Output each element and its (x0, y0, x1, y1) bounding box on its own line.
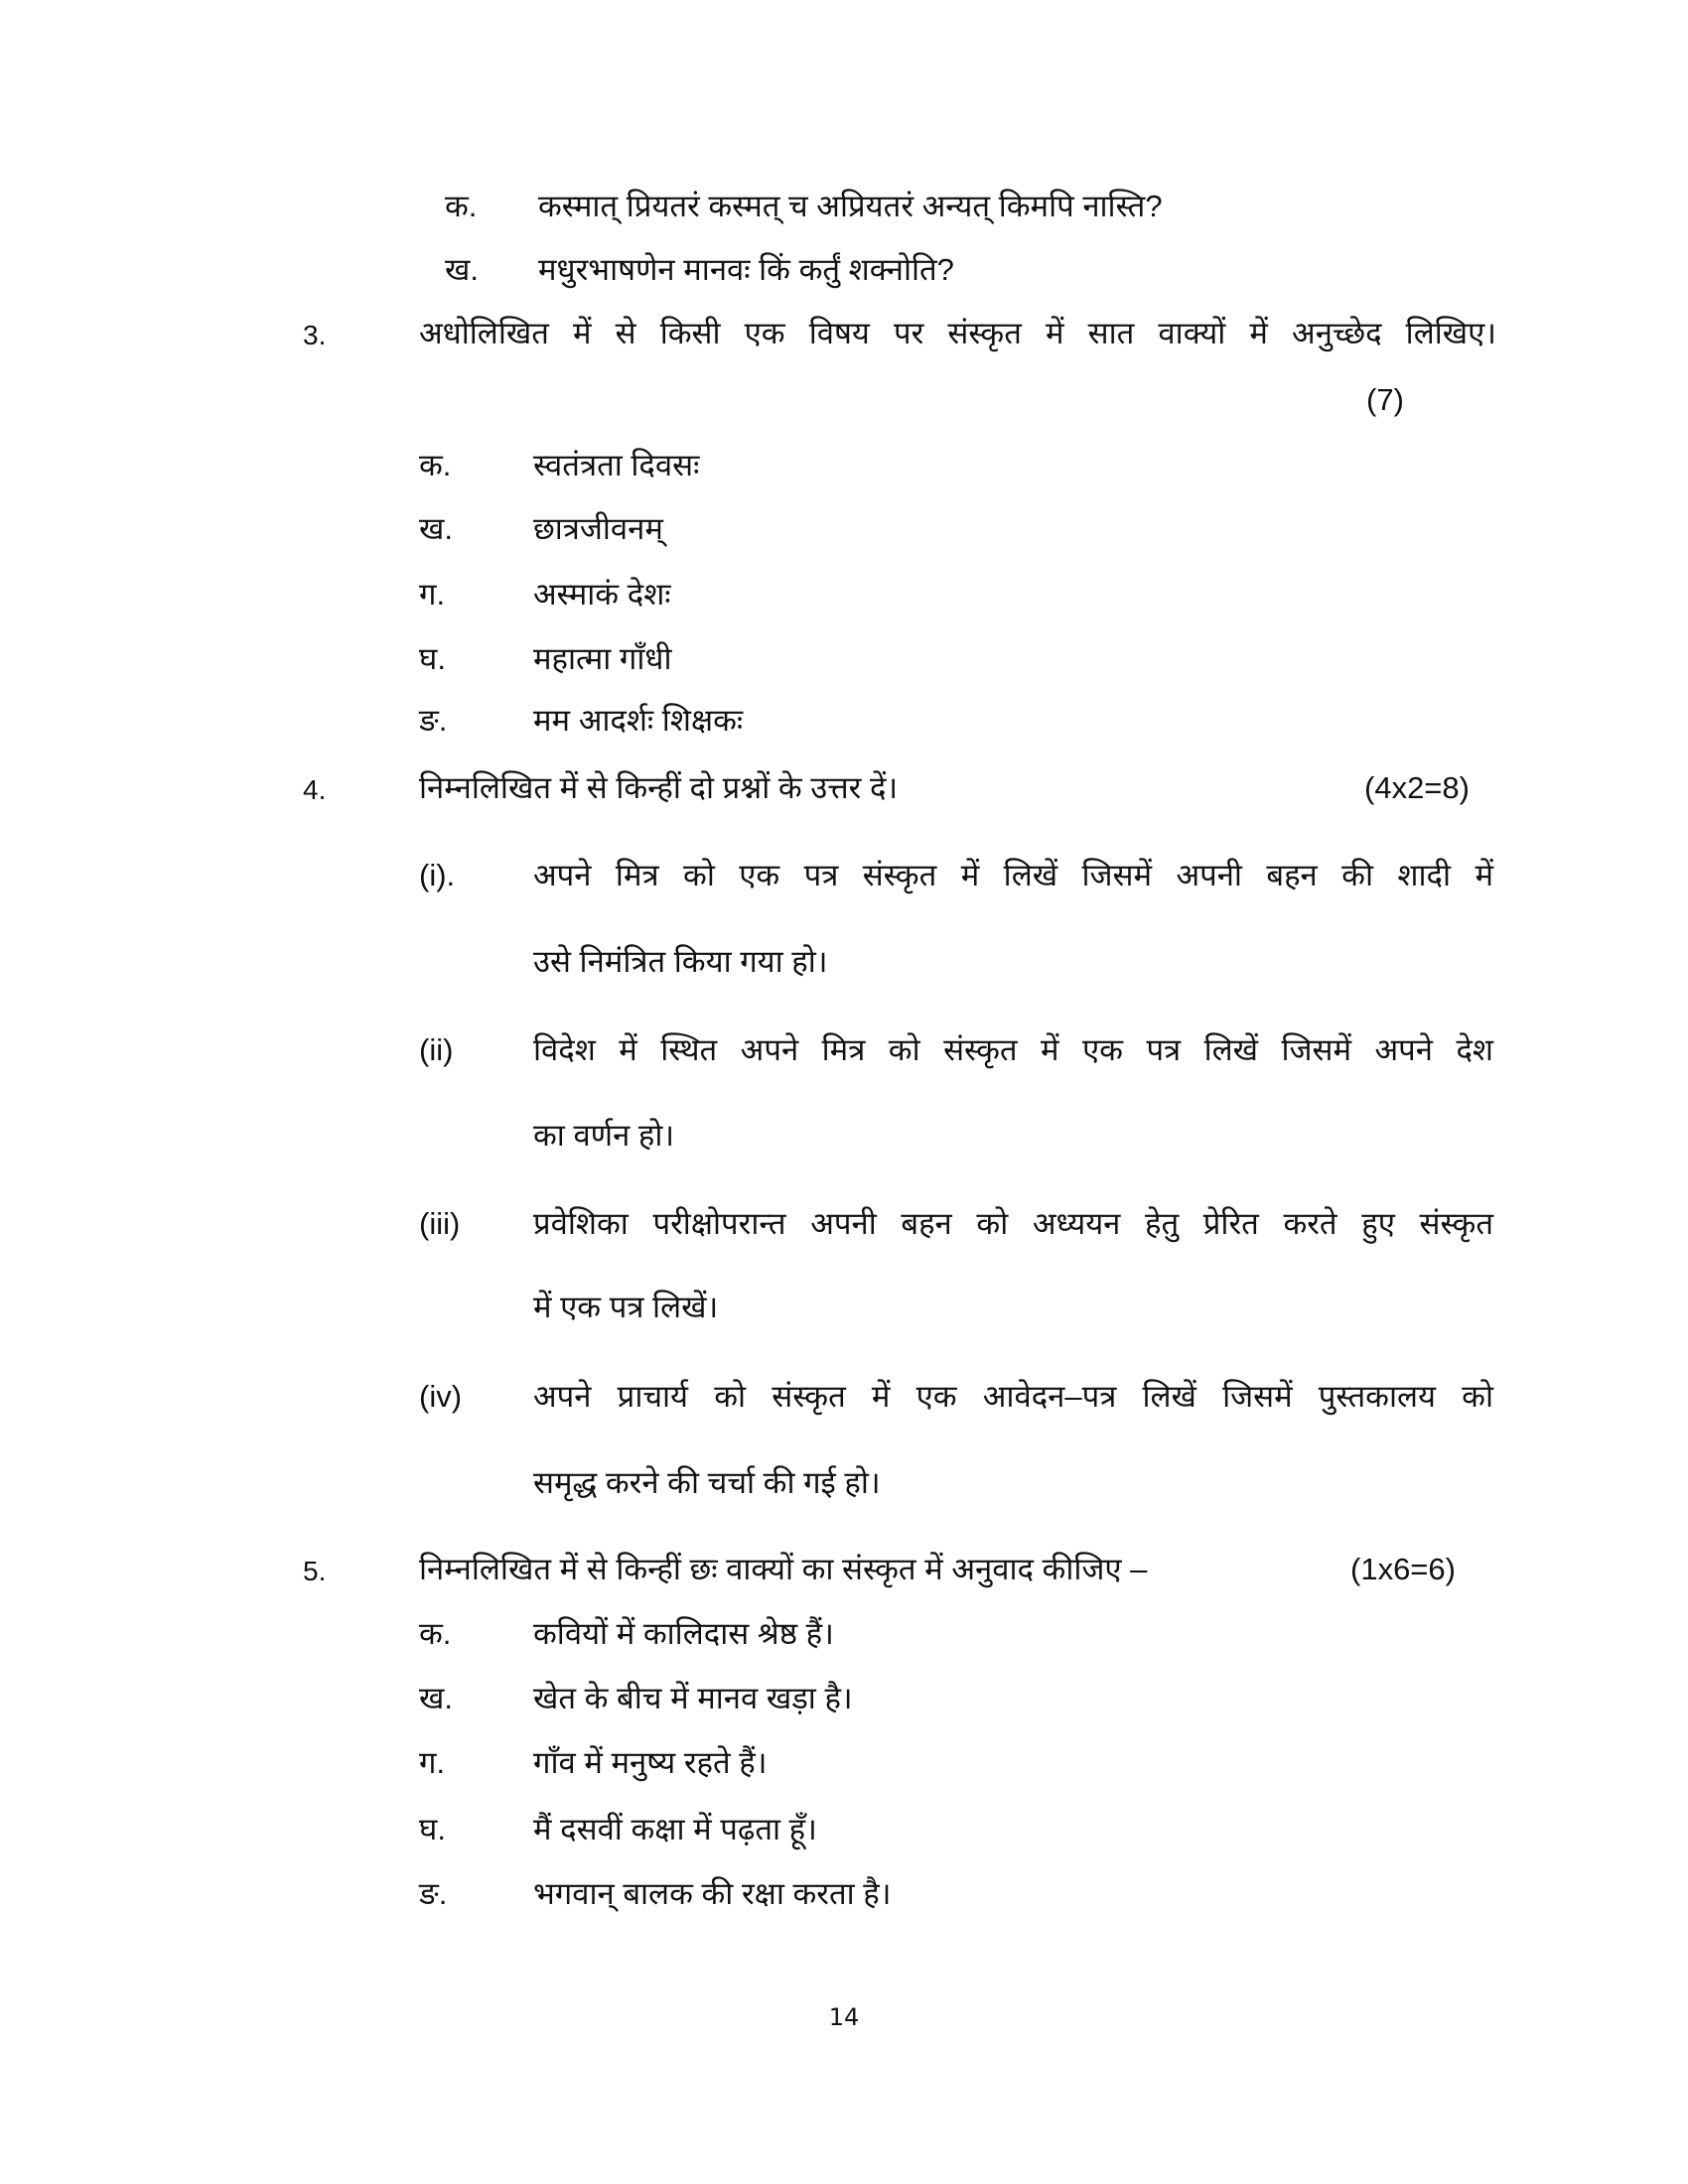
item-text: कस्मात् प्रियतरं कस्मत् च अप्रियतरं अन्यत् किमपि नास्ति? (538, 189, 1163, 223)
item-text: खेत के बीच में मानव खड़ा है। (533, 1681, 853, 1715)
item-label: क. (445, 189, 478, 223)
item-label: क. (419, 1616, 452, 1651)
question-text: निम्नलिखित में से किन्हीं दो प्रश्नों के उत्तर दें। (419, 770, 899, 805)
item-label: ख. (419, 511, 453, 546)
item-text: गाँव में मनुष्य रहते हैं। (533, 1745, 768, 1780)
item-text: भगवान् बालक की रक्षा करता है। (533, 1876, 892, 1911)
marks: (1x6=6) (1350, 1552, 1456, 1586)
item-text-line1: अपने मित्र को एक पत्र संस्कृत में लिखें जिसमें अपनी बहन की शादी में (533, 858, 1493, 892)
item-label: ख. (419, 1681, 453, 1715)
question-text: अधोलिखित में से किसी एक विषय पर संस्कृत में सात वाक्यों में अनुच्छेद लिखिए। (419, 316, 1496, 350)
item-text-line1: विदेश में स्थित अपने मित्र को संस्कृत में एक पत्र लिखें जिसमें अपने देश (533, 1032, 1493, 1067)
item-label: ग. (419, 1745, 446, 1780)
item-label: घ. (419, 1812, 446, 1846)
item-text: स्वतंत्रता दिवसः (533, 448, 700, 482)
page-number: 14 (828, 2003, 860, 2031)
item-label: (ii) (419, 1032, 454, 1067)
item-text-line1: प्रवेशिका परीक्षोपरान्त अपनी बहन को अध्ययन हेतु प्रेरित करते हुए संस्कृत (533, 1206, 1493, 1241)
marks: (4x2=8) (1364, 770, 1470, 805)
item-text: मम आदर्शः शिक्षकः (533, 703, 744, 738)
item-label: ग. (419, 577, 446, 612)
item-label: क. (419, 448, 452, 482)
question-number: 5. (303, 1556, 327, 1586)
item-label: घ. (419, 641, 446, 676)
item-text-line1: अपने प्राचार्य को संस्कृत में एक आवेदन–पत्र लिखें जिसमें पुस्तकालय को (533, 1379, 1493, 1414)
marks: (7) (1366, 382, 1404, 417)
item-text-line2: का वर्णन हो। (533, 1118, 675, 1153)
item-label: (i). (419, 858, 456, 892)
item-text: अस्माकं देशः (533, 577, 671, 612)
item-text: महात्मा गाँधी (533, 641, 672, 676)
question-number: 3. (303, 320, 327, 350)
item-text: कवियों में कालिदास श्रेष्ठ हैं। (533, 1616, 834, 1651)
item-text-line2: समृद्ध करने की चर्चा की गई हो। (533, 1465, 881, 1500)
item-text: छात्रजीवनम् (533, 511, 663, 546)
question-text: निम्नलिखित में से किन्हीं छः वाक्यों का संस्कृत में अनुवाद कीजिए – (419, 1552, 1148, 1586)
item-label: (iii) (419, 1206, 461, 1241)
item-text: मधुरभाषणेन मानवः किं कर्तुं शक्नोति? (538, 252, 954, 287)
item-text-line2: में एक पत्र लिखें। (533, 1290, 719, 1324)
item-text-line2: उसे निमंत्रित किया गया हो। (533, 944, 828, 979)
item-label: ङ. (419, 703, 448, 738)
item-label: ख. (445, 252, 479, 287)
item-label: ङ. (419, 1876, 448, 1911)
item-text: मैं दसवीं कक्षा में पढ़ता हूँ। (533, 1812, 817, 1846)
item-label: (iv) (419, 1379, 463, 1414)
question-number: 4. (303, 774, 327, 805)
